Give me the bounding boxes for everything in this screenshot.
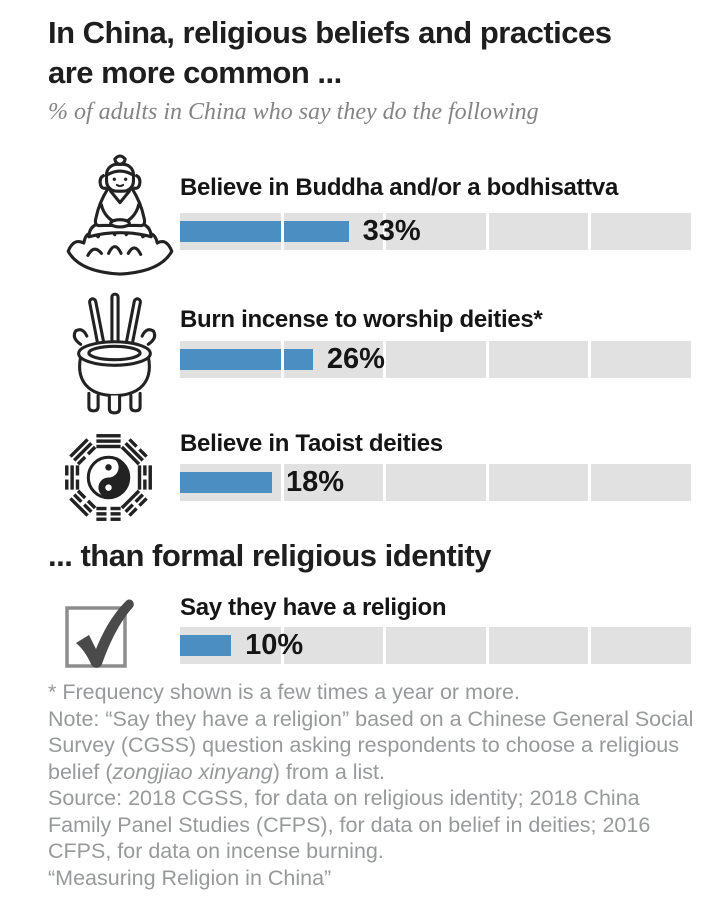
- gridline-60: [486, 627, 489, 664]
- bar-track-incense: [180, 341, 691, 378]
- gridline-20: [281, 341, 284, 378]
- bagua-yinyang-icon: [60, 429, 157, 526]
- page-subtitle: % of adults in China who say they do the following: [48, 99, 539, 125]
- footnote-asterisk: * Frequency shown is a few times a year or more.: [48, 680, 520, 704]
- gridline-60: [486, 464, 489, 501]
- bar-track-taoist: [180, 464, 691, 501]
- buddha-statue-icon: [62, 150, 178, 278]
- footnote-note-3: belief (zongjiao xinyang) from a list.: [48, 759, 386, 784]
- bar-value-religion: 10%: [245, 628, 304, 661]
- footnote-source-2: Family Panel Studies (CFPS), for data on belief in deities; 2016: [48, 812, 651, 837]
- bar-fill-buddha: [180, 221, 349, 242]
- gridline-80: [588, 627, 591, 664]
- gridline-60: [486, 341, 489, 378]
- footnote-italic-term: zongjiao xinyang: [112, 759, 273, 784]
- incense-burner-icon: [66, 289, 164, 417]
- bar-label-buddha: Believe in Buddha and/or a bodhisattva: [180, 174, 619, 201]
- gridline-80: [588, 464, 591, 501]
- bar-value-incense: 26%: [326, 342, 385, 375]
- gridline-80: [588, 341, 591, 378]
- footnote-source-3: CFPS, for data on incense burning.: [48, 839, 384, 863]
- bar-fill-incense: [180, 349, 313, 370]
- footnotes: [48, 679, 696, 891]
- bar-track-buddha: [180, 213, 691, 250]
- checkbox-icon: [62, 596, 140, 670]
- section-heading: ... than formal religious identity: [48, 538, 491, 573]
- bar-fill-taoist: [180, 472, 272, 493]
- page-title-line1: In China, religious beliefs and practices: [48, 15, 612, 50]
- gridline-40: [383, 627, 386, 664]
- gridline-20: [281, 464, 284, 501]
- footnote-report-title: “Measuring Religion in China”: [48, 865, 332, 890]
- footnote-source-1: Source: 2018 CGSS, for data on religious identity; 2018 China: [48, 786, 640, 810]
- footnote-note-2: Survey (CGSS) question asking respondents to choose a religious: [48, 733, 680, 757]
- bar-label-religion: Say they have a religion: [180, 594, 447, 621]
- page-title-line2: are more common ...: [48, 55, 342, 90]
- bar-track-religion: [180, 627, 691, 664]
- bar-value-taoist: 18%: [285, 465, 345, 498]
- gridline-20: [281, 213, 284, 250]
- bar-value-buddha: 33%: [362, 214, 421, 247]
- bar-label-taoist: Believe in Taoist deities: [180, 430, 443, 457]
- gridline-80: [588, 213, 591, 250]
- bar-fill-religion: [180, 635, 231, 656]
- gridline-40: [383, 464, 386, 501]
- footnote-note-1: Note: “Say they have a religion” based on a Chinese General Social: [48, 706, 694, 731]
- gridline-60: [486, 213, 489, 250]
- bar-label-incense: Burn incense to worship deities*: [180, 306, 543, 333]
